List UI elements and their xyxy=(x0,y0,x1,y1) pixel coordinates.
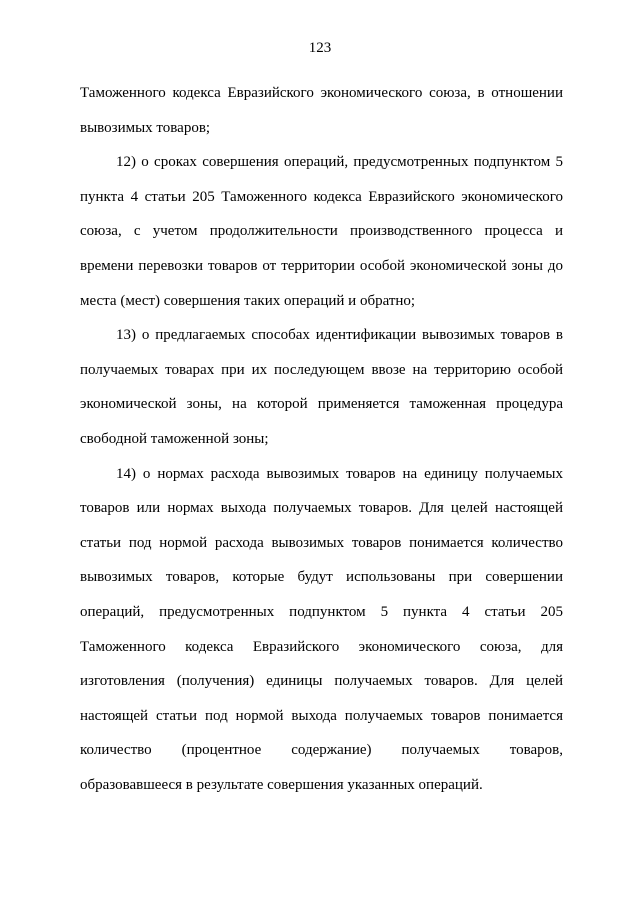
body-text xyxy=(80,76,563,802)
paragraph-item-12: 12) о сроках совершения операций, предусмотренных подпунктом 5 пункта 4 статьи 205 Таможенного кодекса Евразийского экономического союза, с учетом продолжительности производственного процесса и времени перевозки товаров от территории особой экономической зоны до места (мест) совершения таких операций и обратно; xyxy=(80,154,563,309)
paragraph-continuation: Таможенного кодекса Евразийского экономического союза, в отношении вывозимых товаров; xyxy=(80,85,563,136)
page-number: 123 xyxy=(308,40,332,56)
paragraph-item-14: 14) о нормах расхода вывозимых товаров на единицу получаемых товаров или нормах выхода получаемых товаров. Для целей настоящей статьи под нормой расхода вывозимых товаров понимается количество вывозимых товаров, которые будут использованы при совершении операций, предусмотренных подпунктом 5 пункта 4 статьи 205 Таможенного кодекса Евразийского экономического союза, для изготовления (получения) единицы получаемых товаров. Для целей настоящей статьи под нормой выхода получаемых товаров понимается количество (процентное содержание) получаемых товаров, образовавшееся в результате совершения указанных операций. xyxy=(80,465,563,793)
paragraph-item-13: 13) о предлагаемых способах идентификации вывозимых товаров в получаемых товарах при их последующем ввозе на территорию особой экономической зоны, на которой применяется таможенная процедура свободной таможенной зоны; xyxy=(80,327,563,447)
